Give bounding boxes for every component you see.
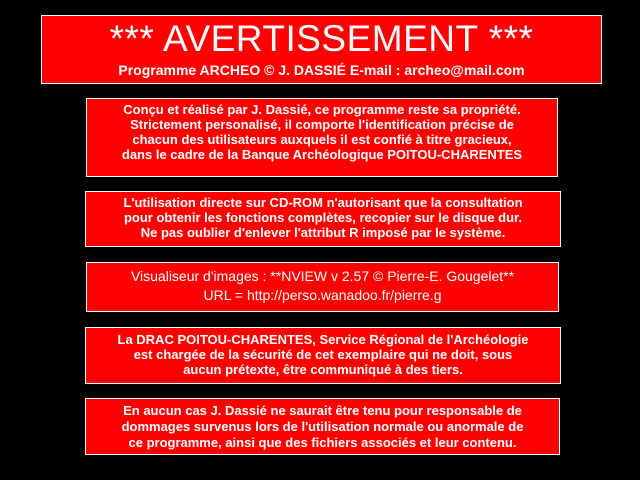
drac-security-notice — [85, 327, 561, 384]
notice-line: est chargée de la sécurité de cet exemplaire qui ne doit, sous — [133, 347, 513, 362]
liability-disclaimer — [85, 398, 560, 455]
notice-line: Visualiseur d'images : **NVIEW v 2.57 © Pierre-E. Gougelet** — [130, 268, 515, 284]
notice-line: ce programme, ainsi que des fichiers associés et leur contenu. — [128, 435, 517, 450]
image-viewer-credits — [86, 262, 559, 312]
ownership-notice — [86, 98, 558, 177]
notice-line: dommages survenus lors de l'utilisation normale ou anormale de — [121, 419, 524, 434]
warning-title: *** AVERTISSEMENT *** — [109, 18, 534, 59]
notice-line: pour obtenir les fonctions complètes, recopier sur le disque dur. — [123, 210, 523, 225]
notice-line: La DRAC POITOU-CHARENTES, Service Régional de l'Archéologie — [117, 332, 529, 347]
notice-line: aucun prétexte, être communiqué à des tiers. — [183, 362, 463, 377]
notice-line: URL = http://perso.wanadoo.fr/pierre.g — [203, 287, 442, 303]
notice-line: Conçu et réalisé par J. Dassié, ce programme reste sa propriété. — [123, 102, 521, 117]
notice-line: Strictement personalisé, il comporte l'identification précise de — [130, 117, 514, 132]
notice-line: chacun des utilisateurs auxquels il est confié à titre gracieux, — [132, 132, 512, 147]
notice-line: dans le cadre de la Banque Archéologique POITOU-CHARENTES — [121, 147, 523, 162]
cdrom-usage-notice — [85, 191, 561, 247]
notice-line: Ne pas oublier d'enlever l'attribut R imposé par le système. — [140, 225, 506, 240]
notice-line: L'utilisation directe sur CD-ROM n'autorisant que la consultation — [123, 195, 523, 210]
notice-line: En aucun cas J. Dassié ne saurait être tenu pour responsable de — [123, 403, 522, 418]
program-credits: Programme ARCHEO © J. DASSIÉ E-mail : archeo@mail.com — [118, 62, 525, 78]
warning-header — [41, 15, 602, 84]
